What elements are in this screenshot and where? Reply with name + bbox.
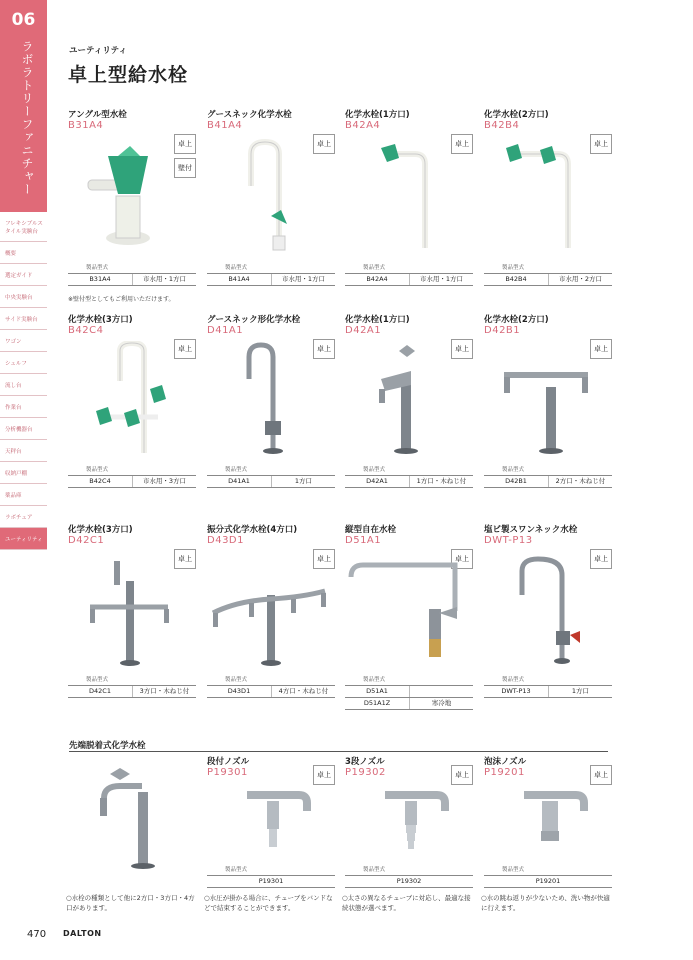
spec-table (68, 465, 196, 488)
brand-logo: DALTON (63, 929, 102, 938)
spec-desc: 1方口 (271, 476, 335, 487)
product-name: 化学水栓(2方口) (484, 110, 549, 120)
product-card (68, 108, 196, 303)
product-code: DWT-P13 (484, 535, 533, 546)
nav-item[interactable]: ワゴン (0, 330, 47, 352)
tag-tabletop: 卓上 (451, 339, 473, 359)
spec-model: D43D1 (227, 687, 251, 695)
tag-tabletop: 卓上 (313, 339, 335, 359)
tag-tabletop: 卓上 (590, 765, 612, 785)
spec-model: D42C1 (89, 687, 111, 695)
chapter-number: 06 (11, 10, 36, 30)
spec-model: B42C4 (89, 477, 111, 485)
spec-desc: 市水用・2方口 (548, 274, 612, 285)
nav-item[interactable]: シェルフ (0, 352, 47, 374)
tag-tabletop: 卓上 (313, 549, 335, 569)
product-name: 化学水栓(2方口) (484, 315, 549, 325)
nozzle-card (207, 755, 335, 905)
faucet-image (484, 136, 612, 254)
tag-tabletop: 卓上 (174, 549, 196, 569)
product-code: B42A4 (345, 120, 381, 131)
nozzle-name: 泡沫ノズル (484, 757, 527, 767)
product-card (68, 313, 196, 493)
nav-item-active[interactable]: ユーティリティ (0, 528, 47, 550)
nozzle-name: 3段ノズル (345, 757, 385, 767)
spec-table (207, 263, 335, 286)
spec-label: 製品型式 (86, 467, 109, 473)
spec-desc: 寒冷地 (409, 698, 473, 709)
nozzle-section-title: 先端脱着式化学水栓 (69, 741, 146, 751)
product-name: 振分式化学水栓(4方口) (207, 525, 298, 535)
product-card (207, 313, 335, 493)
product-code: D42C1 (68, 535, 105, 546)
product-code: B31A4 (68, 120, 104, 131)
nav-item[interactable]: ラボチェア (0, 506, 47, 528)
spec-table (68, 263, 196, 286)
nav-item[interactable]: 選定ガイド (0, 264, 47, 286)
spec-desc: 市水用・1方口 (409, 274, 473, 285)
spec-desc: 1方口 (548, 686, 612, 697)
nav-item[interactable]: 分析機器台 (0, 418, 47, 440)
spec-label: 製品型式 (502, 867, 525, 873)
spec-label: 製品型式 (502, 265, 525, 271)
spec-model: B31A4 (89, 275, 111, 283)
spec-label: 製品型式 (363, 265, 386, 271)
product-code: B41A4 (207, 120, 243, 131)
chapter-title: ラボラトリーファニチャー (20, 40, 34, 196)
nozzle-note: ○水の跳ね返りが少ないため、洗い物が快適に行えます。 (481, 894, 610, 912)
faucet-image (207, 341, 335, 459)
product-name: グースネック化学水栓 (207, 110, 292, 120)
product-code: D43D1 (207, 535, 244, 546)
spec-table (484, 865, 612, 888)
spec-model: D42B1 (505, 477, 527, 485)
nozzle-code: P19302 (345, 767, 386, 778)
spec-model: P19201 (535, 877, 561, 885)
product-card (345, 523, 473, 707)
spec-model: D42A1 (366, 477, 388, 485)
spec-label: 製品型式 (86, 677, 109, 683)
product-name: 化学水栓(3方口) (68, 525, 133, 535)
product-code: D42B1 (484, 325, 521, 336)
spec-table (345, 865, 473, 888)
spec-table (484, 465, 612, 488)
nozzle-image (227, 781, 317, 861)
spec-label: 製品型式 (225, 467, 248, 473)
faucet-image (207, 136, 335, 254)
spec-desc: 2方口・木ねじ付 (548, 476, 612, 487)
product-card (345, 108, 473, 288)
nav-item[interactable]: 薬品庫 (0, 484, 47, 506)
product-card (345, 313, 473, 493)
nozzle-faucet-image (80, 764, 190, 874)
product-card (207, 108, 335, 288)
spec-label: 製品型式 (86, 265, 109, 271)
nozzle-name: 段付ノズル (207, 757, 250, 767)
faucet-image (345, 136, 473, 254)
nozzle-note: ○水圧が掛かる場合に、チューブをバンドなどで結束することができます。 (204, 894, 333, 912)
spec-table (484, 675, 612, 698)
product-name: 塩ビ製スワンネック水栓 (484, 525, 578, 535)
spec-label: 製品型式 (502, 677, 525, 683)
nozzle-note: ○太さの異なるチューブに対応し、最適な接続状態が選べます。 (342, 894, 471, 912)
spec-label: 製品型式 (363, 467, 386, 473)
spec-table (207, 465, 335, 488)
product-code: D41A1 (207, 325, 244, 336)
spec-table (345, 465, 473, 488)
chapter-header (0, 0, 47, 212)
chapter-nav (0, 212, 47, 550)
faucet-image (68, 341, 196, 459)
spec-model: B42B4 (505, 275, 527, 283)
faucet-image (484, 341, 612, 459)
faucet-image (207, 551, 335, 669)
sidebar (0, 0, 47, 910)
product-card (68, 523, 196, 703)
spec-label: 製品型式 (225, 867, 248, 873)
section-label: ユーティリティ (69, 46, 127, 56)
product-name: アングル型水栓 (68, 110, 127, 120)
nav-item[interactable]: 収納戸棚 (0, 462, 47, 484)
tag-tabletop: 卓上 (174, 339, 196, 359)
product-code: B42B4 (484, 120, 520, 131)
tag-tabletop: 卓上 (451, 134, 473, 154)
spec-table (207, 865, 335, 888)
spec-model: P19301 (258, 877, 284, 885)
faucet-image (345, 341, 473, 459)
spec-desc: 1方口・木ねじ付 (409, 476, 473, 487)
product-card (484, 523, 612, 703)
product-card (207, 523, 335, 703)
tag-tabletop: 卓上 (313, 134, 335, 154)
product-name: 化学水栓(1方口) (345, 315, 410, 325)
tag-tabletop: 卓上 (313, 765, 335, 785)
nozzle-code: P19301 (207, 767, 248, 778)
spec-desc (409, 686, 473, 697)
nav-item[interactable]: フレキシブルスタイル実験台 (0, 212, 47, 242)
spec-table (484, 263, 612, 286)
spec-label: 製品型式 (225, 677, 248, 683)
spec-model: DWT-P13 (501, 687, 531, 695)
spec-desc: 市水用・1方口 (132, 274, 196, 285)
spec-table (68, 675, 196, 698)
spec-model: D51A1 (366, 687, 388, 695)
nozzle-card (345, 755, 473, 905)
faucet-image (345, 551, 473, 669)
product-name: グースネック形化学水栓 (207, 315, 301, 325)
product-card (484, 313, 612, 493)
product-name: 縦型自在水栓 (345, 525, 397, 535)
tag-tabletop: 卓上 (590, 339, 612, 359)
faucet-image (68, 551, 196, 669)
nozzle-image (504, 781, 594, 861)
spec-desc: 市水用・1方口 (271, 274, 335, 285)
product-code: D51A1 (345, 535, 382, 546)
spec-model: D41A1 (228, 477, 250, 485)
nozzle-code: P19201 (484, 767, 525, 778)
tag-wall: 壁付 (174, 158, 196, 178)
page-number: 470 (27, 929, 47, 940)
nav-item[interactable]: 流し台 (0, 374, 47, 396)
spec-model: B42A4 (366, 275, 388, 283)
tag-tabletop: 卓上 (451, 765, 473, 785)
spec-table (345, 675, 473, 710)
divider (69, 751, 608, 752)
nozzle-card (484, 755, 612, 905)
page-title: 卓上型給水栓 (68, 64, 189, 86)
spec-model: B41A4 (228, 275, 250, 283)
tag-tabletop: 卓上 (174, 134, 196, 154)
nav-item[interactable]: 概要 (0, 242, 47, 264)
nav-item[interactable]: 作業台 (0, 396, 47, 418)
product-name: 化学水栓(1方口) (345, 110, 410, 120)
spec-model: P19302 (396, 877, 422, 885)
tag-tabletop: 卓上 (590, 549, 612, 569)
nav-item[interactable]: サイド実験台 (0, 308, 47, 330)
product-code: D42A1 (345, 325, 382, 336)
product-note: ※壁付型としてもご利用いただけます。 (68, 296, 175, 303)
nav-item[interactable]: 中央実験台 (0, 286, 47, 308)
faucet-image (484, 551, 612, 669)
spec-desc: 4方口・木ねじ付 (271, 686, 335, 697)
nav-item[interactable]: 天秤台 (0, 440, 47, 462)
nozzle-section-note: ○水栓の種類として他に2方口・3方口・4方口があります。 (66, 894, 195, 912)
faucet-image (68, 136, 196, 254)
product-code: B42C4 (68, 325, 104, 336)
tag-tabletop: 卓上 (590, 134, 612, 154)
nozzle-image (365, 781, 455, 861)
spec-label: 製品型式 (225, 265, 248, 271)
spec-model: D51A1Z (363, 699, 391, 707)
spec-desc: 市水用・3方口 (132, 476, 196, 487)
spec-table (345, 263, 473, 286)
product-card (484, 108, 612, 288)
spec-label: 製品型式 (363, 867, 386, 873)
spec-label: 製品型式 (363, 677, 386, 683)
product-name: 化学水栓(3方口) (68, 315, 133, 325)
tag-tabletop: 卓上 (451, 549, 473, 569)
spec-label: 製品型式 (502, 467, 525, 473)
spec-desc: 3方口・木ねじ付 (132, 686, 196, 697)
spec-table (207, 675, 335, 698)
